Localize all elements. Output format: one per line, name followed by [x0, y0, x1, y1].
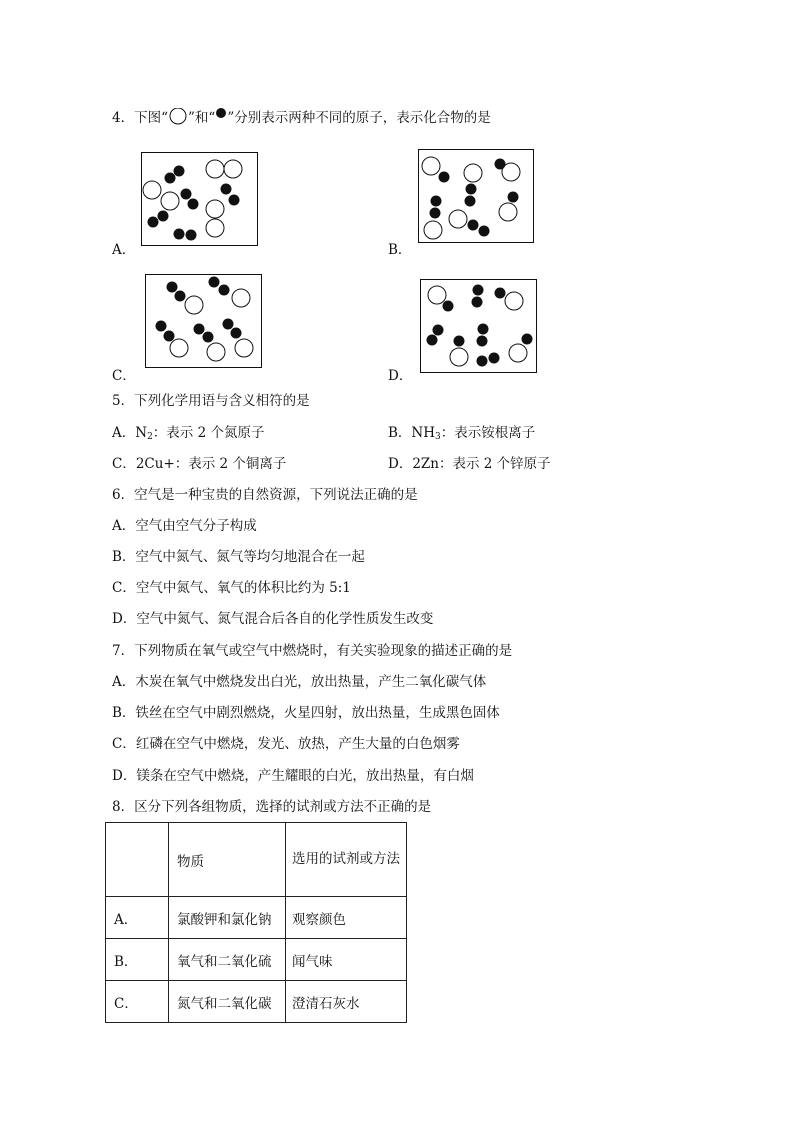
q6-option-c[interactable]: C．空气中氮气、氧气的体积比约为 5:1 — [112, 580, 351, 596]
q6-stem: 6．空气是一种宝贵的自然资源，下列说法正确的是 — [112, 487, 418, 503]
q4-option-c-label[interactable]: C． — [112, 368, 136, 384]
q5-option-b[interactable]: B．$NH_3$：表示铵根离子 — [388, 425, 536, 442]
table-cell: 澄清石灰水 — [286, 981, 407, 1023]
table-row[interactable] — [106, 939, 407, 981]
q5-option-a[interactable]: A．$N_2$：表示 2 个氮原子 — [112, 425, 265, 442]
q6-option-d[interactable]: D．空气中氮气、氮气混合后各自的化学性质发生改变 — [112, 611, 434, 627]
table-header-cell — [106, 823, 169, 897]
q4-diagram-c — [145, 274, 263, 369]
q4-diagram-d — [420, 279, 538, 374]
q4-option-d-label[interactable]: D． — [388, 368, 413, 384]
white-atom-icon — [168, 108, 188, 126]
table-header-cell: 选用的试剂或方法 — [286, 823, 407, 897]
q6-option-b[interactable]: B．空气中氮气、氮气等均匀地混合在一起 — [112, 549, 365, 565]
table-cell: 观察颜色 — [286, 897, 407, 939]
table-header-cell: 物质 — [169, 823, 286, 897]
q7-option-c[interactable]: C．红磷在空气中燃烧，发光、放热，产生大量的白色烟雾 — [112, 736, 460, 752]
table-cell: A． — [106, 897, 169, 939]
q8-stem: 8．区分下列各组物质，选择的试剂或方法不正确的是 — [112, 799, 432, 815]
black-atom-icon — [215, 108, 227, 126]
table-cell: 氯酸钾和氯化钠 — [169, 897, 286, 939]
table-header-row — [106, 823, 407, 897]
q8-table — [105, 822, 407, 1023]
q4-diagram-b — [418, 149, 535, 244]
q4-stem: 4．下图“ ”和“ ”分别表示两种不同的原子，表示化合物的是 — [112, 110, 491, 126]
q6-option-a[interactable]: A．空气由空气分子构成 — [112, 518, 257, 534]
q5-option-d[interactable]: D．2Zn：表示 2 个锌原子 — [388, 456, 551, 472]
table-cell: 闻气味 — [286, 939, 407, 981]
q4-option-a-label[interactable]: A． — [112, 242, 136, 258]
table-cell: B． — [106, 939, 169, 981]
q7-option-a[interactable]: A．木炭在氧气中燃烧发出白光，放出热量，产生二氧化碳气体 — [112, 674, 487, 690]
q7-option-b[interactable]: B．铁丝在空气中剧烈燃烧，火星四射，放出热量，生成黑色固体 — [112, 705, 500, 721]
q4-option-b-label[interactable]: B． — [388, 242, 412, 258]
q7-stem: 7．下列物质在氧气或空气中燃烧时，有关实验现象的描述正确的是 — [112, 643, 513, 659]
q5-stem: 5．下列化学用语与含义相符的是 — [112, 393, 310, 409]
q7-option-d[interactable]: D．镁条在空气中燃烧，产生耀眼的白光，放出热量，有白烟 — [112, 768, 474, 784]
table-cell: 氧气和二氧化硫 — [169, 939, 286, 981]
q4-diagram-a — [141, 152, 259, 247]
table-row[interactable] — [106, 897, 407, 939]
table-cell: 氮气和二氧化碳 — [169, 981, 286, 1023]
q5-option-c[interactable]: C．2Cu+：表示 2 个铜离子 — [112, 456, 287, 472]
table-row[interactable] — [106, 981, 407, 1023]
table-cell: C． — [106, 981, 169, 1023]
